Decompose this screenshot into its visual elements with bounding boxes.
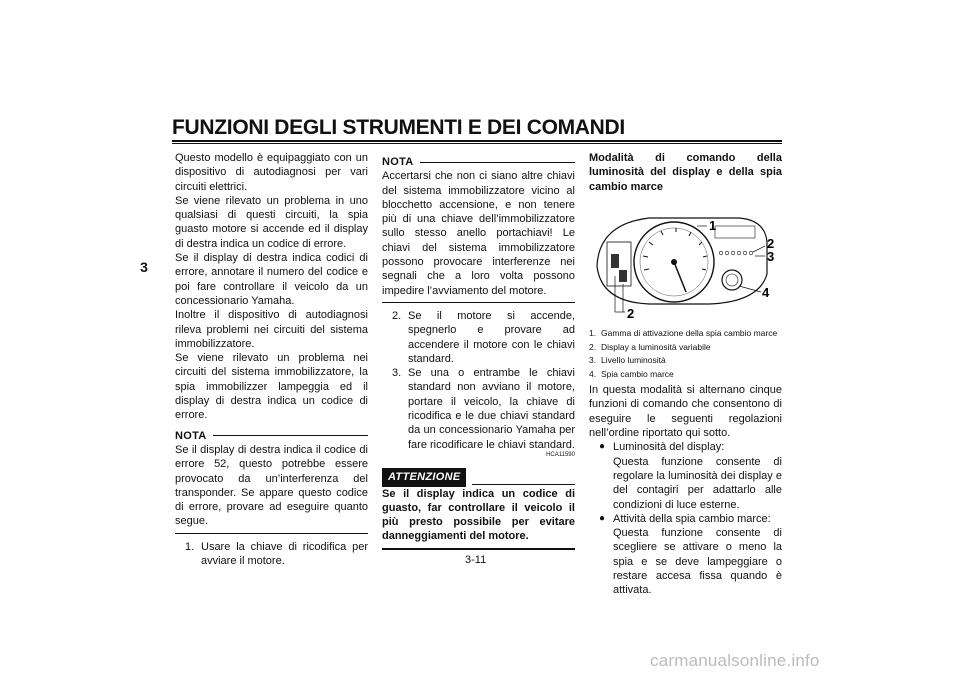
bullet-item <box>599 512 782 598</box>
caption-item <box>589 355 782 366</box>
attention-label: ATTENZIONE <box>382 468 466 486</box>
step-list <box>382 309 575 452</box>
step-item <box>185 540 368 569</box>
watermark: carmanualsonline.info <box>650 651 820 670</box>
caption-item <box>589 328 782 339</box>
bullet-text: Questa funzione consente di regolare la luminosità dei display e del contagiri per adattarlo alle condizioni di luce esterne. <box>613 455 782 511</box>
nota-label: NOTA <box>175 429 207 442</box>
callout-3: 3 <box>767 248 775 264</box>
page-number: 3-11 <box>465 554 487 566</box>
paragraph: Se viene rilevato un problema in uno qualsiasi di questi circuiti, la spia guasto motore si accende ed il display di destra indica un codice di errore. <box>175 194 368 250</box>
paragraph: Se il display di destra indica codici di errore, annotare il numero del codice e poi fare controllare il veicolo da un concessionario Yamaha. <box>175 252 368 307</box>
bullet-title: Luminosità del display: <box>613 441 725 454</box>
column-1 <box>175 151 368 568</box>
attention-code: HCA11590 <box>546 451 575 458</box>
caption-number: 1. <box>589 328 597 339</box>
page-header-title: FUNZIONI DEGLI STRUMENTI E DEI COMANDI <box>172 116 625 139</box>
step-item <box>392 366 575 452</box>
figure-captions <box>589 328 782 379</box>
caption-text: Gamma di attivazione della spia cambio marce <box>601 328 778 339</box>
bullet-title: Attività della spia cambio marce: <box>613 512 771 525</box>
caption-number: 2. <box>589 341 597 352</box>
column-3 <box>589 151 782 598</box>
paragraph: Questo modello è equipaggiato con un dispositivo di autodiagnosi per vari circuiti elettrici. <box>175 152 368 193</box>
caption-item <box>589 369 782 380</box>
header-rule <box>172 140 782 142</box>
caption-text: Livello luminosità <box>601 355 666 366</box>
header-rule-secondary <box>172 143 782 144</box>
nota-text: Accertarsi che non ci siano altre chiavi del sistema immobilizzatore vicino al blocchetto accensione, e non tenere più di una chiave dell’immobilizzatore sullo stesso anello portachiavi! Le chiavi del sistema immobilizzatore possono provocare interferenze nei segnali che a loro volta possono impedire l’avviamento del motore. <box>382 170 575 297</box>
step-text: Usare la chiave di ricodifica per avviare il motore. <box>201 540 368 568</box>
nota-text: Se il display di destra indica il codice di errore 52, questo potrebbe essere provocato da un’interferenza del transponder. Se appare questo codice di errore, provare ad eseguire quanto segue. <box>175 443 368 528</box>
step-number: 3. <box>392 367 402 380</box>
bullet-text: Questa funzione consente di scegliere se attivare o meno la spia e se deve lampeggiare o restare accesa fissa quando è attivata. <box>613 527 782 597</box>
caption-number: 4. <box>589 368 597 379</box>
caption-text: Display a luminosità variabile <box>601 341 711 352</box>
callout-1: 1 <box>709 217 717 233</box>
mode-intro: In questa modalità si alternano cinque funzioni di comando che consentono di eseguire le seguenti regolazioni nell’ordine riportato qui sotto. <box>589 384 782 440</box>
column-2 <box>382 151 575 550</box>
step-text: Se una o entrambe le chiavi standard non avviano il motore, portare il veicolo, la chiave di ricodifica e le due chiavi standard da un concessionario Yamaha per fare ricodificare le chiavi standard. <box>408 367 575 451</box>
caption-text: Spia cambio marce <box>601 368 674 379</box>
caption-number: 3. <box>589 355 597 366</box>
nota-label: NOTA <box>382 156 414 168</box>
paragraph: Inoltre il dispositivo di autodiagnosi rileva problemi nei circuiti del sistema immobilizzatore. <box>175 309 368 350</box>
step-number: 2. <box>392 309 402 322</box>
attention-heading <box>382 468 575 486</box>
nota-end-rule <box>175 533 368 534</box>
nota-heading <box>175 429 368 443</box>
attention-text: Se il display indica un codice di guasto, far controllare il veicolo il più presto possibile per evitare danneggiamenti del motore. <box>382 487 575 543</box>
nota-rule <box>420 162 575 163</box>
nota-end-rule <box>382 302 575 303</box>
step-number: 1. <box>185 540 195 553</box>
bullet-dot-icon: ● <box>599 512 606 524</box>
attention-end-rule <box>382 548 575 550</box>
callout-4: 4 <box>762 284 770 300</box>
step-item <box>392 309 575 366</box>
nota-heading <box>382 155 575 169</box>
attention-rule <box>472 484 575 485</box>
nota-rule <box>213 435 368 436</box>
bullet-dot-icon: ● <box>599 441 606 453</box>
callout-2-lower: 2 <box>627 305 635 320</box>
caption-item <box>589 342 782 353</box>
chapter-tab: 3 <box>140 259 148 275</box>
step-text: Se il motore si accende, spegnerlo e provare ad accendere il motore con le chiavi standard. <box>408 309 575 365</box>
bullet-item <box>599 440 782 511</box>
callout-2: 2 <box>767 235 775 251</box>
paragraph: Se viene rilevato un problema nei circuiti del sistema immobilizzatore, la spia immobilizzer lampeggia ed il display di destra indica un codice di errore. <box>175 352 368 422</box>
section-title: Modalità di comando della luminosità del display e della spia cambio marce <box>589 152 782 193</box>
instrument-cluster-illustration <box>589 204 782 320</box>
step-list <box>175 540 368 569</box>
